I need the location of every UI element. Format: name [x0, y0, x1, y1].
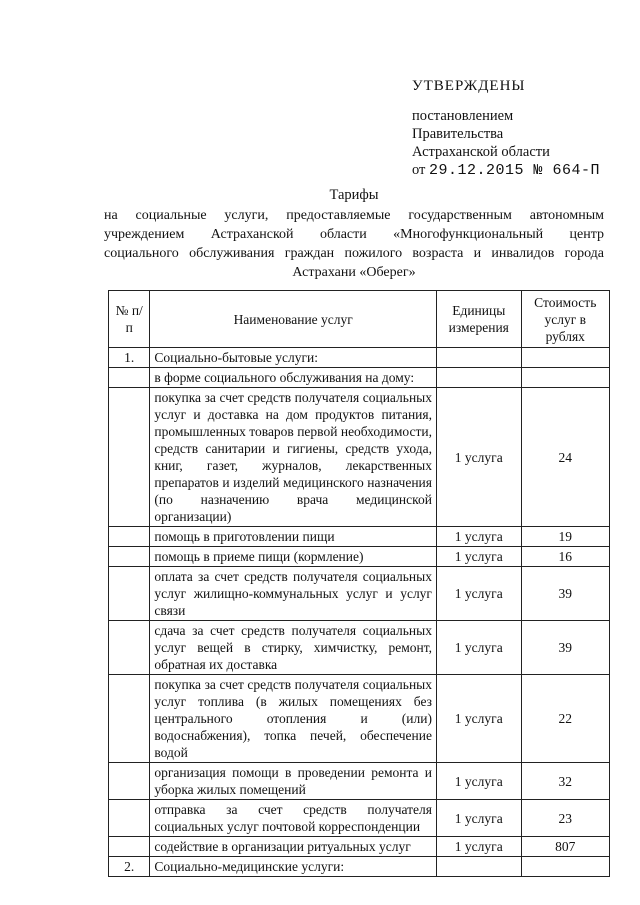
table-row — [109, 763, 610, 800]
document-subtitle-line-1: на социальные услуги, предоставляемые государственным автономным — [104, 208, 604, 223]
subheading-text: в форме социального обслуживания на дому: — [150, 368, 437, 388]
table-row — [109, 388, 610, 527]
document-subtitle-line-2: учреждением Астраханской области «Многофункциональный центр — [104, 227, 604, 242]
approval-block — [412, 78, 600, 180]
approval-date-prefix: от — [412, 162, 426, 178]
service-cost: 16 — [521, 547, 609, 567]
header-name: Наименование услуг — [150, 291, 437, 348]
header-cost: Стоимость услуг в рублях — [521, 291, 609, 348]
service-cost: 22 — [521, 675, 609, 763]
service-name: покупка за счет средств получателя социальных услуг топлива (в жилых помещениях без центрального отопления и (или) водоснабжения), топка печей, обеспечение водой — [150, 675, 437, 763]
service-name: сдача за счет средств получателя социальных услуг вещей в стирку, химчистку, ремонт, обратная их доставка — [150, 621, 437, 675]
document-subtitle-line-4: Астрахани «Оберег» — [292, 265, 416, 280]
service-cost: 19 — [521, 527, 609, 547]
section-num: 1. — [109, 348, 150, 368]
approval-date-line — [412, 161, 600, 180]
service-cost: 39 — [521, 567, 609, 621]
section-name: Социально-медицинские услуги: — [150, 857, 437, 877]
service-cost: 39 — [521, 621, 609, 675]
service-unit: 1 услуга — [436, 547, 521, 567]
service-unit: 1 услуга — [436, 621, 521, 675]
approval-line-1: постановлением — [412, 108, 514, 124]
approval-line-3: Астраханской области — [412, 144, 550, 160]
service-cost: 32 — [521, 763, 609, 800]
section-num: 2. — [109, 857, 150, 877]
section-name: Социально-бытовые услуги: — [150, 348, 437, 368]
service-cost: 807 — [521, 837, 609, 857]
table-row — [109, 675, 610, 763]
table-row — [109, 837, 610, 857]
service-name: оплата за счет средств получателя социальных услуг жилищно-коммунальных услуг и услуг связи — [150, 567, 437, 621]
service-name: помощь в приготовлении пищи — [150, 527, 437, 547]
service-unit: 1 услуга — [436, 567, 521, 621]
service-name: отправка за счет средств получателя социальных услуг почтовой корреспонденции — [150, 800, 437, 837]
table-row — [109, 527, 610, 547]
tariff-table — [108, 290, 610, 877]
service-cost: 24 — [521, 388, 609, 527]
document-title-block — [104, 186, 604, 282]
header-unit: Единицы измерения — [436, 291, 521, 348]
service-unit: 1 услуга — [436, 800, 521, 837]
header-num: № п/п — [109, 291, 150, 348]
service-name: содействие в организации ритуальных услуг — [150, 837, 437, 857]
service-name: покупка за счет средств получателя социальных услуг и доставка на дом продуктов питания, промышленных товаров первой необходимости, средств санитарии и гигиены, средств ухода, книг, газет, журналов, лекарственных препаратов и изделий медицинского назначения (по назначению врача медицинской организации) — [150, 388, 437, 527]
approval-date-value: 29.12.2015 № 664-П — [429, 162, 601, 179]
table-header-row — [109, 291, 610, 348]
table-row — [109, 800, 610, 837]
section-row — [109, 348, 610, 368]
document-title: Тарифы — [329, 187, 379, 203]
section-row — [109, 857, 610, 877]
service-name: организация помощи в проведении ремонта и уборка жилых помещений — [150, 763, 437, 800]
service-unit: 1 услуга — [436, 763, 521, 800]
service-unit: 1 услуга — [436, 675, 521, 763]
service-name: помощь в приеме пищи (кормление) — [150, 547, 437, 567]
approval-line-2: Правительства — [412, 126, 504, 142]
table-row — [109, 621, 610, 675]
subheading-row — [109, 368, 610, 388]
service-unit: 1 услуга — [436, 388, 521, 527]
table-row — [109, 567, 610, 621]
table-row — [109, 547, 610, 567]
document-subtitle-line-3: социального обслуживания граждан пожилого возраста и инвалидов города — [104, 246, 604, 261]
approval-heading: УТВЕРЖДЕНЫ — [412, 78, 526, 94]
service-cost: 23 — [521, 800, 609, 837]
service-unit: 1 услуга — [436, 837, 521, 857]
service-unit: 1 услуга — [436, 527, 521, 547]
